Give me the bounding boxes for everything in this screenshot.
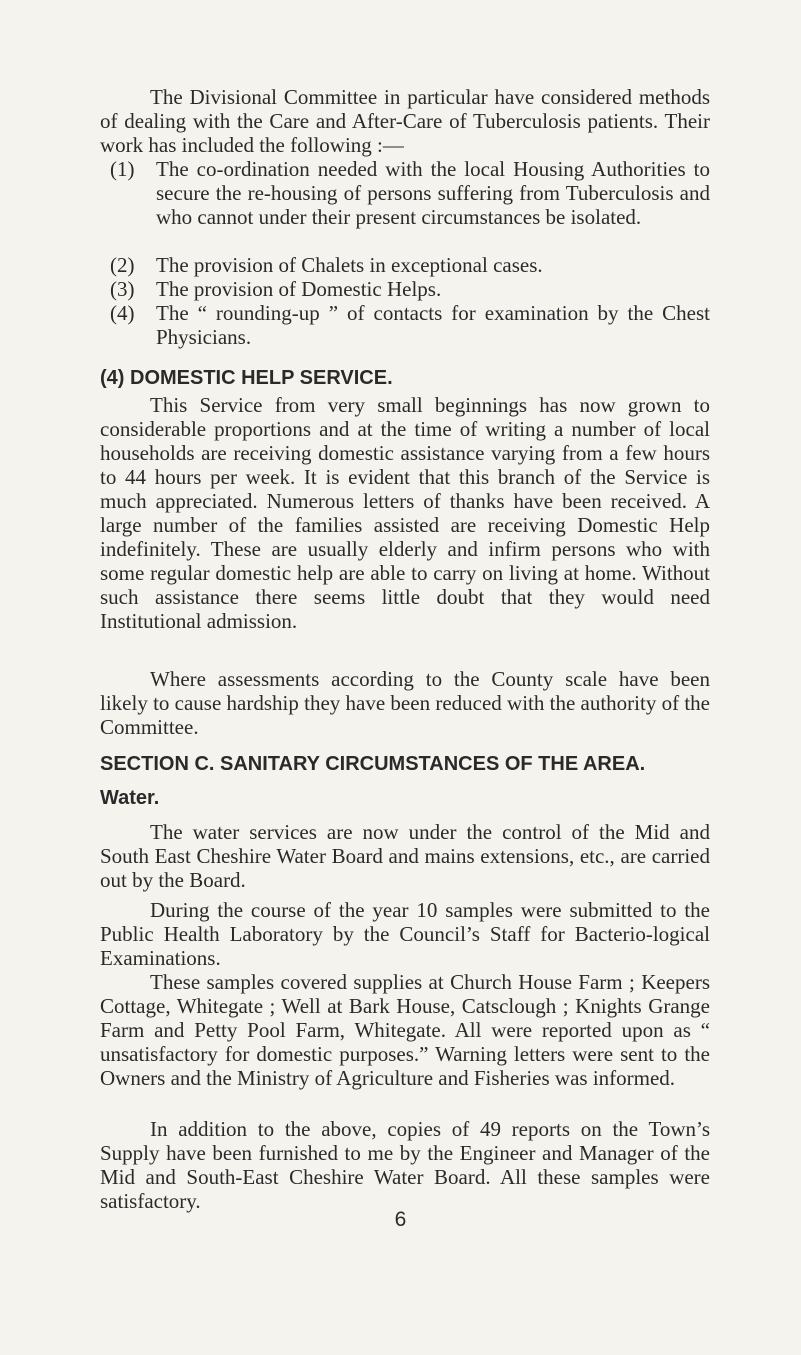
- list-item-text: The co-ordination needed with the local Housing Authorities to secure the re-housing of persons suffering from Tuberculosis and who cannot under their present circumstances be isolated.: [156, 157, 710, 229]
- page-number: 6: [394, 1208, 407, 1231]
- list-item: [100, 301, 710, 349]
- list-item-text: The provision of Chalets in exceptional cases.: [156, 253, 543, 277]
- list-item: [100, 277, 710, 301]
- list-item: [100, 253, 710, 277]
- intro-paragraph: The Divisional Committee in particular have considered methods of dealing with the Care and After-Care of Tuberculosis patients. Their work has included the following :—: [100, 85, 710, 157]
- list-item-text: The provision of Domestic Helps.: [156, 277, 442, 301]
- list-item-number: (2): [110, 253, 135, 277]
- water-heading: Water.: [100, 787, 160, 809]
- list-item-number: (4): [110, 301, 135, 325]
- domestic-help-paragraph: This Service from very small beginnings has now grown to considerable proportions and at the time of writing a number of local households are receiving domestic assistance varying from a few hours to 44 hours per week. It is evident that this branch of the Service is much appreciated. Numerous letters of thanks have been received. A large number of the families assisted are receiving Domestic Help indefinitely. These are usually elderly and infirm persons who with some regular domestic help are able to carry on living at home. Without such assistance there seems little doubt that they would need Institutional admission.: [100, 393, 710, 633]
- town-supply-paragraph: In addition to the above, copies of 49 reports on the Town’s Supply have been furnished to me by the Engineer and Manager of the Mid and South-East Cheshire Water Board. All these samples were satisfactory.: [100, 1117, 710, 1213]
- domestic-help-heading: (4) DOMESTIC HELP SERVICE.: [100, 367, 393, 389]
- samples-paragraph: During the course of the year 10 samples were submitted to the Public Health Laboratory by the Council’s Staff for Bacterio-logical Examinations.: [100, 898, 710, 970]
- section-c-heading: SECTION C. SANITARY CIRCUMSTANCES OF THE AREA.: [100, 753, 646, 775]
- list-item-text: The “ rounding-up ” of contacts for examination by the Chest Physicians.: [156, 301, 710, 349]
- list-item: [100, 157, 710, 253]
- list-item-number: (1): [110, 157, 135, 181]
- list-item-number: (3): [110, 277, 135, 301]
- water-services-paragraph: The water services are now under the control of the Mid and South East Cheshire Water Board and mains extensions, etc., are carried out by the Board.: [100, 820, 710, 892]
- assessments-paragraph: Where assessments according to the County scale have been likely to cause hardship they have been reduced with the authority of the Committee.: [100, 667, 710, 739]
- sample-locations-paragraph: These samples covered supplies at Church House Farm ; Keepers Cottage, Whitegate ; Well at Bark House, Catsclough ; Knights Grange Farm and Petty Pool Farm, Whitegate. All were reported upon as “ unsatisfactory for domestic purposes.” Warning letters were sent to the Owners and the Ministry of Agriculture and Fisheries was informed.: [100, 970, 710, 1090]
